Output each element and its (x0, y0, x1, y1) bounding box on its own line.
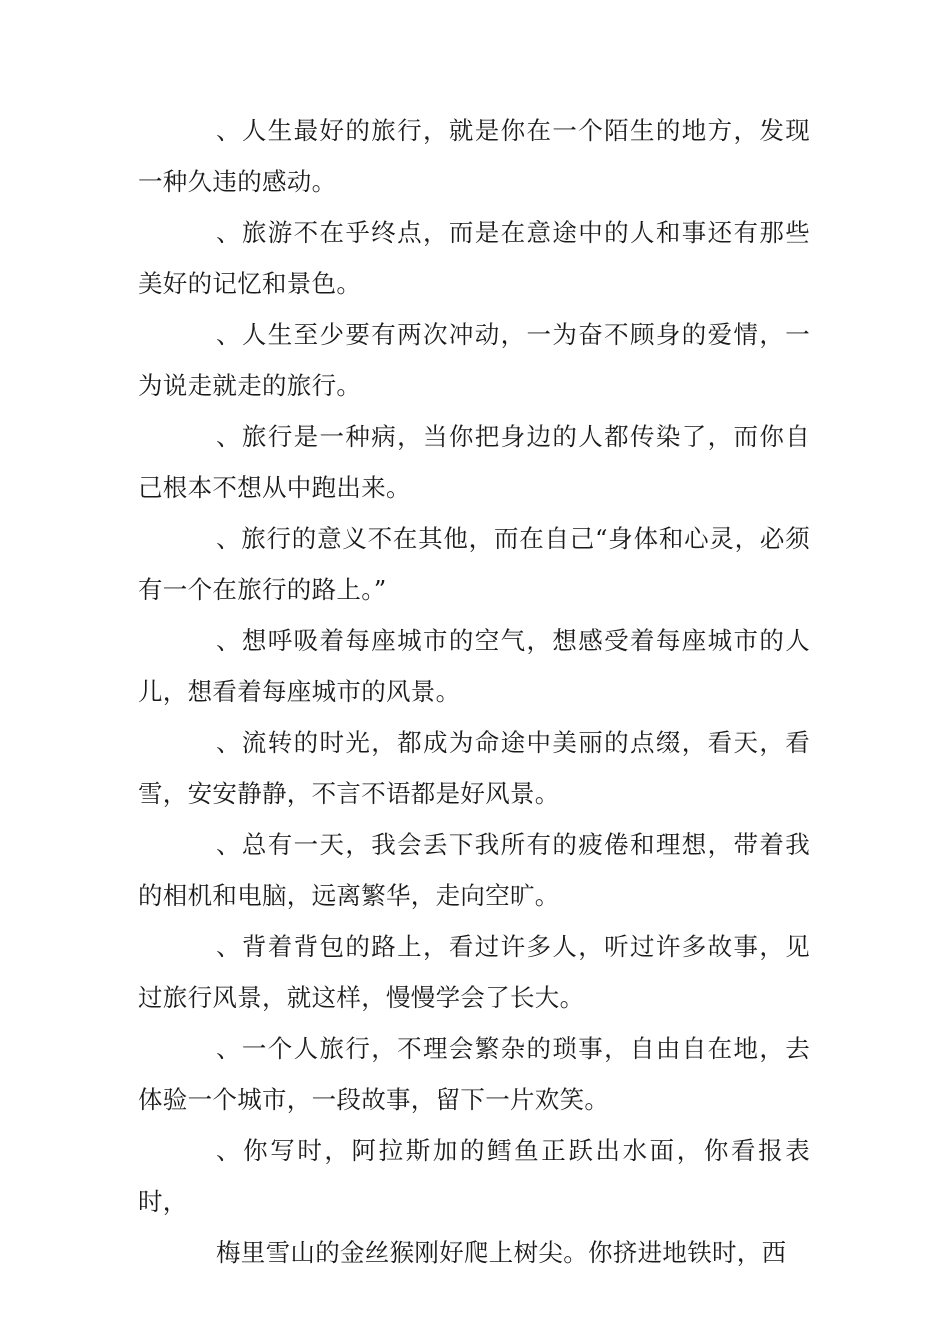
paragraph-4: 、旅行是一种病，当你把身边的人都传染了，而你自己根本不想从中跑出来。 (138, 422, 810, 502)
paragraph-3: 、人生至少要有两次冲动，一为奋不顾身的爱情，一为说走就走的旅行。 (138, 320, 810, 400)
paragraph-10: 、一个人旅行，不理会繁杂的琐事，自由自在地，去体验一个城市，一段故事，留下一片欢笑。 (138, 1034, 810, 1114)
paragraph-11: 、你写时，阿拉斯加的鳕鱼正跃出水面，你看报表时， (138, 1136, 810, 1216)
document-body (138, 105, 810, 1278)
paragraph-1: 、人生最好的旅行，就是你在一个陌生的地方，发现一种久违的感动。 (138, 116, 810, 196)
paragraph-8: 、总有一天，我会丢下我所有的疲倦和理想，带着我的相机和电脑，远离繁华，走向空旷。 (138, 830, 810, 910)
paragraph-5: 、旅行的意义不在其他，而在自己“身体和心灵，必须有一个在旅行的路上。” (138, 524, 810, 604)
paragraph-12: 梅里雪山的金丝猴刚好爬上树尖。你挤进地铁时，西 (216, 1238, 787, 1267)
paragraph-9: 、背着背包的路上，看过许多人，听过许多故事，见过旅行风景，就这样，慢慢学会了长大。 (138, 932, 810, 1012)
paragraph-7: 、流转的时光，都成为命途中美丽的点缀，看天，看雪，安安静静，不言不语都是好风景。 (138, 728, 810, 808)
paragraph-2: 、旅游不在乎终点，而是在意途中的人和事还有那些美好的记忆和景色。 (138, 218, 810, 298)
paragraph-6: 、想呼吸着每座城市的空气，想感受着每座城市的人儿，想看着每座城市的风景。 (138, 626, 810, 706)
